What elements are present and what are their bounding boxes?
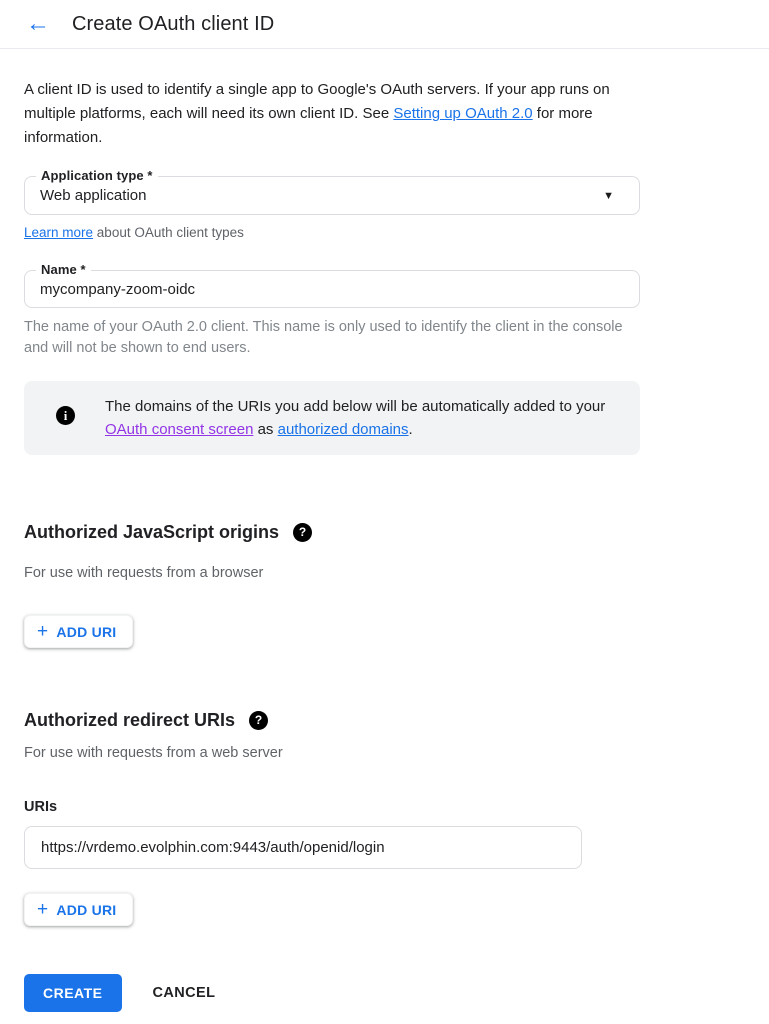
redirect-uris-heading-row <box>24 710 769 731</box>
application-type-field-wrap <box>24 168 769 240</box>
learn-more-row <box>24 225 769 240</box>
js-origins-heading-row <box>24 522 769 543</box>
js-origins-heading: Authorized JavaScript origins <box>24 522 280 542</box>
cancel-button[interactable]: CANCEL <box>152 985 216 1001</box>
js-origins-subtext: For use with requests from a browser <box>24 565 264 581</box>
info-banner <box>24 381 640 455</box>
chevron-down-icon: ▼ <box>603 189 614 202</box>
help-icon[interactable]: ? <box>249 711 268 730</box>
application-type-value: Web application <box>40 187 147 204</box>
learn-more-link[interactable]: Learn more <box>24 225 94 240</box>
create-button[interactable]: CREATE <box>24 974 122 1012</box>
learn-more-rest: about OAuth client types <box>93 225 244 240</box>
page-title: Create OAuth client ID <box>72 12 275 35</box>
add-uri-label: ADD URI <box>56 901 117 918</box>
oauth-consent-screen-link[interactable]: OAuth consent screen <box>105 421 254 438</box>
banner-text-after: . <box>408 421 413 438</box>
name-field-label: Name * <box>36 262 91 277</box>
name-field-wrap <box>24 262 769 359</box>
authorized-domains-link[interactable]: authorized domains <box>277 421 409 438</box>
page-header <box>0 0 769 49</box>
name-field-outline <box>24 262 640 308</box>
setting-up-oauth-link[interactable]: Setting up OAuth 2.0 <box>393 105 533 122</box>
form-actions <box>24 974 769 1012</box>
redirect-uri-field <box>24 826 582 869</box>
uris-label: URIs <box>24 799 58 815</box>
add-uri-label: ADD URI <box>56 623 117 640</box>
redirect-uris-subtext: For use with requests from a web server <box>24 745 283 761</box>
application-type-select[interactable] <box>24 168 640 215</box>
main-content <box>0 78 769 1012</box>
intro-text-after: for more information. <box>24 105 593 146</box>
intro-paragraph <box>24 78 638 150</box>
name-input[interactable] <box>40 281 624 298</box>
help-icon[interactable]: ? <box>293 523 312 542</box>
redirect-uri-input[interactable] <box>41 839 565 856</box>
banner-text-middle: as <box>253 421 278 438</box>
name-helper-text: The name of your OAuth 2.0 client. This name is only used to identify the client in the console and will not be shown to end users. <box>24 319 623 356</box>
info-banner-text <box>105 395 610 441</box>
banner-text-before: The domains of the URIs you add below will be automatically added to your <box>105 398 606 415</box>
plus-icon: + <box>37 899 49 920</box>
application-type-label: Application type * <box>36 168 158 183</box>
plus-icon: + <box>37 621 49 642</box>
add-uri-button-js-origins[interactable] <box>24 615 133 648</box>
info-icon: i <box>56 406 75 425</box>
intro-text-before: A client ID is used to identify a single app to Google's OAuth servers. If your app runs on multiple platforms, each will need its own client ID. See <box>24 81 610 122</box>
back-arrow-icon[interactable]: ← <box>18 4 58 44</box>
redirect-uris-heading: Authorized redirect URIs <box>24 710 236 730</box>
add-uri-button-redirect[interactable] <box>24 893 133 926</box>
